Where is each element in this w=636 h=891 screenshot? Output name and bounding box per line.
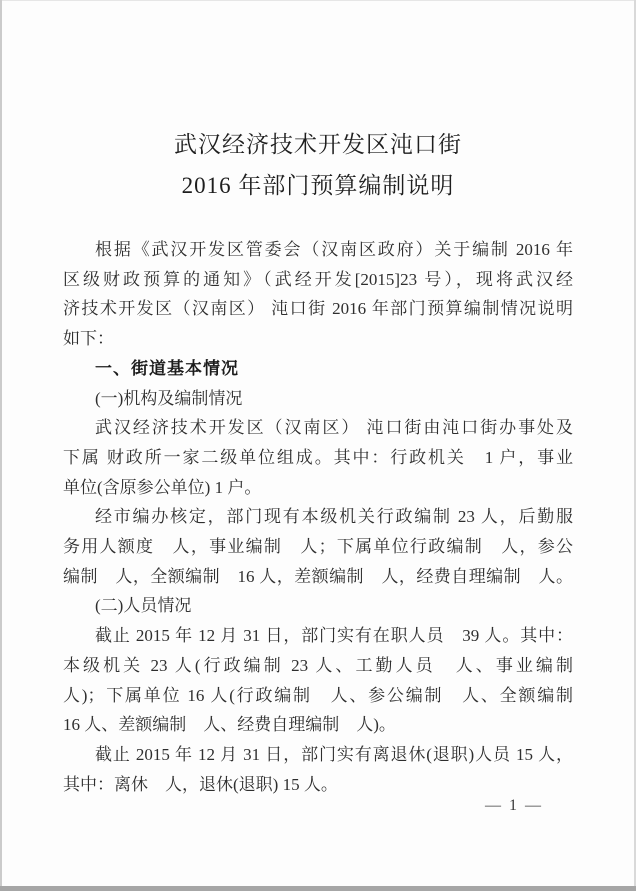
body-line: 16 人、差额编制 人、经费自理编制 人)。 — [63, 715, 396, 735]
body-line: 人)；下属单位 16 人(行政编制 人、参公编制 人、全额编制 — [63, 685, 573, 705]
body-line: 下属 财政所一家二级单位组成。其中：行政机关 1 户，事业 — [63, 447, 573, 467]
section-heading: 一、街道基本情况 — [95, 358, 239, 378]
subsection-heading: (二)人员情况 — [95, 596, 192, 616]
subsection-heading: (一)机构及编制情况 — [95, 388, 243, 408]
body-line: 济技术开发区（汉南区） 沌口街 2016 年部门预算编制情况说明 — [63, 299, 573, 319]
body-line: 编制 人，全额编制 16 人，差额编制 人，经费自理编制 人。 — [63, 566, 573, 586]
page-number: — 1 — — [485, 797, 543, 815]
body-line: 务用人额度 人，事业编制 人；下属单位行政编制 人，参公 — [63, 537, 573, 557]
document-title-line-2: 2016 年部门预算编制说明 — [181, 173, 455, 198]
body-line: 其中：离休 人，退休(退职) 15 人。 — [63, 774, 338, 794]
body-line: 经市编办核定，部门现有本级机关行政编制 23 人，后勤服 — [95, 507, 573, 527]
body-line: 区级财政预算的通知》（武经开发[2015]23 号），现将武汉经 — [63, 269, 573, 289]
document-title — [63, 124, 573, 206]
scan-edge-bottom — [0, 886, 636, 891]
scan-edge-top — [0, 0, 636, 1]
body-line: 单位(含原参公单位) 1 户。 — [63, 477, 262, 497]
body-line: 截止 2015 年 12 月 31 日，部门实有离退休(退职)人员 15 人， — [95, 744, 573, 764]
body-line: 截止 2015 年 12 月 31 日，部门实有在职人员 39 人。其中： — [95, 626, 573, 646]
body-line: 根据《武汉开发区管委会（汉南区政府）关于编制 2016 年 — [95, 240, 573, 259]
scan-edge-left — [0, 0, 2, 891]
document-body — [63, 235, 573, 799]
document-title-line-1: 武汉经济技术开发区沌口街 — [174, 132, 462, 157]
body-line: 如下： — [63, 329, 114, 349]
body-line: 本级机关 23 人(行政编制 23 人、工勤人员 人、事业编制 — [63, 655, 573, 675]
body-line: 武汉经济技术开发区（汉南区） 沌口街由沌口街办事处及 — [95, 418, 573, 438]
